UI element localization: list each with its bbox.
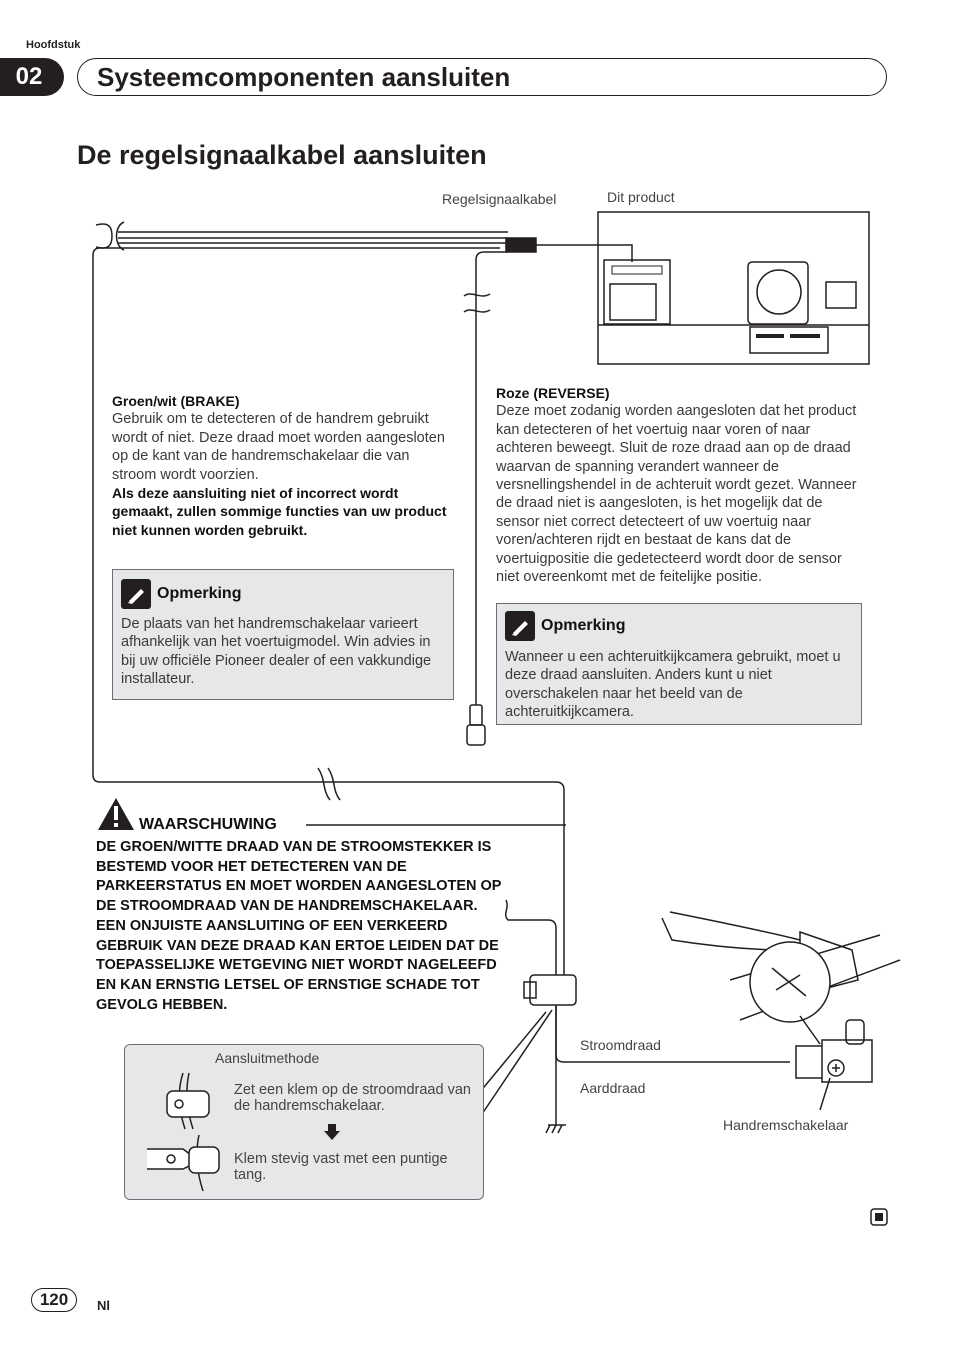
- pencil-icon: [505, 611, 535, 641]
- page-number: 120: [31, 1288, 77, 1312]
- language-code: Nl: [97, 1298, 110, 1313]
- arrow-down-icon: [323, 1123, 341, 1141]
- pencil-icon: [121, 579, 151, 609]
- pliers-icon: [143, 1133, 227, 1193]
- chapter-number: 02: [0, 58, 64, 96]
- chapter-label: Hoofdstuk: [26, 39, 81, 51]
- connection-method-box: [124, 1044, 484, 1200]
- section-title: De regelsignaalkabel aansluiten: [77, 140, 487, 170]
- method-step-1: Zet een klem op de stroomdraad van de handremschakelaar.: [234, 1082, 471, 1114]
- reverse-body: Deze moet zodanig worden aangesloten dat het product kan detecteren of het voertuig naar voren of naar achteren beweegt. Sluit de roze draad aan op de draad waarvan de spanning verandert wanneer de versnellingshendel in de achteruit wordt gezet. Wanneer de draad niet is aangesloten, is het mogelijk dat de sensor niet correct detecteert of uw voertuig naar voren/achteren rijdt en bestaat de kans dat de voertuigpositie die gedetecteerd wordt door de sensor niet overeenkomt met de feitelijke positie.: [496, 403, 857, 586]
- cable-label: Regelsignaalkabel: [442, 191, 557, 207]
- brake-note-heading: Opmerking: [157, 585, 242, 602]
- brake-body: Gebruik om te detecteren of de handrem gebruikt wordt of niet. Deze draad moet worden aangesloten op de kant van de handremschakelaar die van stroom wordt voorzien.: [112, 411, 445, 483]
- brake-description: [112, 392, 452, 539]
- chapter-title: Systeemcomponenten aansluiten: [97, 62, 511, 92]
- brake-heading: Groen/wit (BRAKE): [112, 393, 240, 409]
- parking-brake-label: Handremschakelaar: [723, 1117, 849, 1133]
- warning-icon: [96, 796, 136, 832]
- brake-note-box: [112, 569, 454, 700]
- reverse-note-heading: Opmerking: [541, 617, 626, 634]
- reverse-note-box: [496, 603, 862, 725]
- end-mark-icon: [870, 1208, 888, 1226]
- reverse-note-body: Wanneer u een achteruitkijkcamera gebruikt, moet u deze draad aansluiten. Anders kunt u niet overschakelen naar het beeld van de achteruitkijkcamera.: [505, 649, 841, 721]
- power-wire-label: Stroomdraad: [580, 1037, 661, 1053]
- warning-heading: WAARSCHUWING: [139, 816, 277, 833]
- product-label: Dit product: [607, 189, 675, 205]
- reverse-heading: Roze (REVERSE): [496, 385, 610, 401]
- brake-bold-warning: Als deze aansluiting niet of incorrect wordt gemaakt, zullen sommige functies van uw product niet kunnen worden gebruikt.: [112, 485, 447, 538]
- reverse-description: [496, 384, 864, 586]
- warning-body: DE GROEN/WITTE DRAAD VAN DE STROOMSTEKKER IS BESTEMD VOOR HET DETECTEREN VAN DE PARKEERSTATUS EN MOET WORDEN AANGESLOTEN OP DE STROOMDRAAD VAN DE HANDREMSCHAKELAAR. EEN ONJUISTE AANSLUITING OF EEN VERKEERD GEBRUIK VAN DEZE DRAAD KAN ERTOE LEIDEN DAT DE TOEPASSELIJKE WETGEVING NIET WORDT NAGELEEFD EN KAN ERNSTIG LETSEL OF ERNSTIGE SCHADE TOT GEVOLG HEBBEN.: [96, 839, 502, 1013]
- brake-note-body: De plaats van het handremschakelaar varieert afhankelijk van het voertuigmodel. Win advies in bij uw officiële Pioneer dealer of een vakkundige installateur.: [121, 616, 432, 688]
- method-title: Aansluitmethode: [215, 1050, 320, 1066]
- method-step-2: Klem stevig vast met een puntige tang.: [234, 1151, 448, 1183]
- clamp-icon: [157, 1071, 217, 1131]
- ground-wire-label: Aarddraad: [580, 1080, 646, 1096]
